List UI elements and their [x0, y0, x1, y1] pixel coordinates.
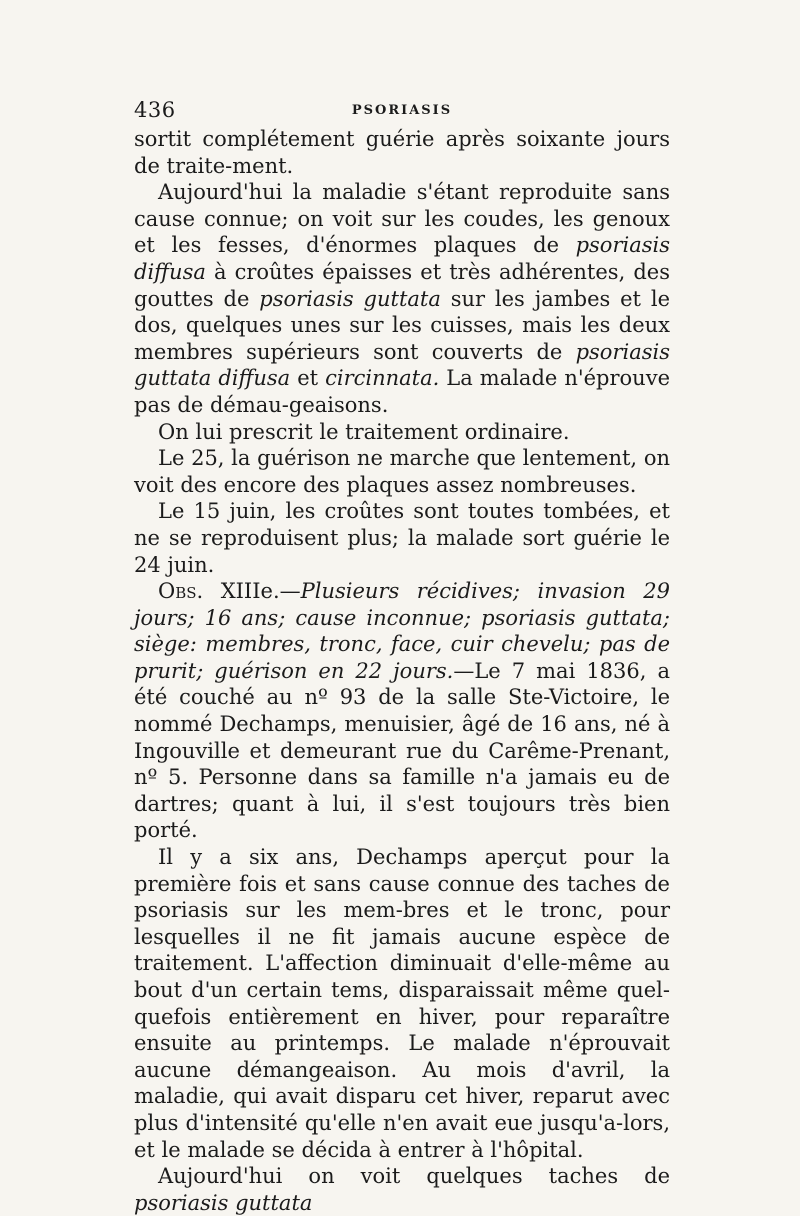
- text-run: —Le 7 mai 1836, a été couché au nº 93 de la salle Ste-Victoire, le nommé Dechamps, menuisier, âgé de 16 ans, né à Ingouville et demeurant rue du Carême-Prenant, nº 5. Personne dans sa famille n'a jamais eu de dartres; quant à lui, il s'est toujours très bien porté.: [134, 658, 670, 843]
- page-header: [134, 98, 670, 128]
- text-run: On lui prescrit le traitement ordinaire.: [158, 419, 570, 444]
- paragraph-5: [134, 498, 670, 578]
- italic-text: psoriasis guttata: [259, 286, 441, 311]
- text-run: Aujourd'hui la maladie s'étant reproduite sans cause connue; on voit sur les coudes, les genoux et les fesses, d'énormes plaques de: [134, 180, 670, 258]
- text-run: Il y a six ans, Dechamps aperçut pour la première fois et sans cause connue des taches de psoriasis sur les mem-bres et le tronc, pour lesquelles il ne fit jamais aucune espèce de traitement. L'affection diminuait d'elle-même au bout d'un certain tems, disparaissait même quel-quefois entièrement en hiver, pour reparaître ensuite au printemps. Le malade n'éprouvait aucune démangeaison. Au mois d'avril, la maladie, qui avait disparu cet hiver, reparut avec plus d'intensité qu'elle n'en avait eue jusqu'a-lors, et le malade se décida à entrer à l'hôpital.: [134, 845, 670, 1162]
- text-run: sortit complétement guérie après soixante jours de traite-ment.: [134, 127, 670, 178]
- text-run: Le 25, la guérison ne marche que lentement, on voit des encore des plaques assez nombreuses.: [134, 446, 670, 497]
- text-run: sur les jambes et le dos, quelques unes sur les cuisses, mais les deux membres supérieurs sont couverts de: [134, 286, 670, 364]
- paragraph-3: [134, 419, 670, 446]
- text-run: Le 15 juin, les croûtes sont toutes tombées, et ne se reproduisent plus; la malade sort guérie le 24 juin.: [134, 499, 670, 577]
- paragraph-2: [134, 179, 670, 418]
- page-body: [134, 126, 670, 1216]
- paragraph-7: [134, 844, 670, 1163]
- text-run: à croûtes épaisses et très adhérentes, des gouttes de: [134, 259, 670, 311]
- paragraph-6-observation: [134, 578, 670, 844]
- paragraph-1: [134, 126, 670, 179]
- italic-text: psoriasis guttata diffusa: [134, 339, 670, 391]
- italic-text: circinnata.: [325, 366, 440, 391]
- running-title: PSORIASIS: [351, 103, 453, 118]
- paragraph-4: [134, 445, 670, 498]
- text-run: XIIIe.—: [203, 579, 301, 604]
- italic-text: psoriasis guttata: [134, 1190, 313, 1215]
- text-run: La malade n'éprouve pas de démau-geaisons.: [134, 366, 671, 417]
- italic-text: psoriasis diffusa: [134, 233, 670, 284]
- paragraph-8: [134, 1163, 670, 1216]
- page-number: 436: [134, 98, 176, 122]
- italic-text: Plusieurs récidives; invasion 29 jours; 16 ans; cause inconnue; psoriasis guttata; siège: membres, tronc, face, cuir chevelu; pas de prurit; guérison en 22 jours.: [134, 579, 670, 683]
- text-run: et: [290, 366, 326, 391]
- text-run: Obs.: [158, 579, 204, 604]
- text-run: Aujourd'hui on voit quelques taches de: [158, 1164, 670, 1189]
